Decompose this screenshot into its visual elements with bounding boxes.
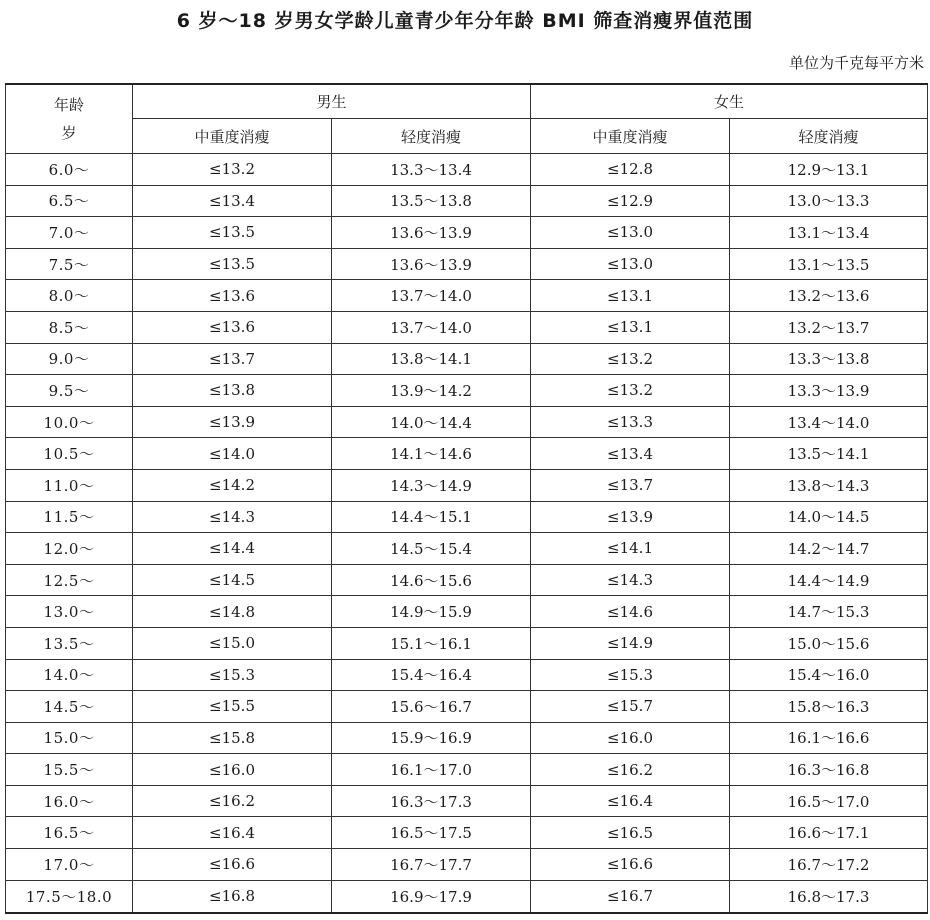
table-row [6,311,928,343]
age-cell: 12.5～ [6,564,133,596]
age-cell: 8.5～ [6,311,133,343]
female-severe-cell: ≤14.9 [531,627,730,659]
male-mild-cell: 15.4～16.4 [332,659,531,691]
female-mild-header: 轻度消瘦 [730,119,928,154]
female-mild-cell: 13.3～13.9 [730,375,928,407]
female-severe-cell: ≤13.2 [531,343,730,375]
age-cell: 6.5～ [6,185,133,217]
female-severe-cell: ≤13.1 [531,280,730,312]
table-row [6,217,928,249]
male-mild-header: 轻度消瘦 [332,119,531,154]
age-cell: 8.0～ [6,280,133,312]
female-severe-cell: ≤13.9 [531,501,730,533]
male-mild-cell: 14.9～15.9 [332,596,531,628]
female-mild-cell: 16.1～16.6 [730,722,928,754]
male-mild-cell: 16.9～17.9 [332,880,531,913]
table-row [6,406,928,438]
female-mild-cell: 12.9～13.1 [730,154,928,186]
male-mild-cell: 15.6～16.7 [332,691,531,723]
female-mild-cell: 16.6～17.1 [730,817,928,849]
age-cell: 7.0～ [6,217,133,249]
male-mild-cell: 16.1～17.0 [332,754,531,786]
age-cell: 9.0～ [6,343,133,375]
table-row [6,659,928,691]
table-row [6,185,928,217]
page-title: 6 岁～18 岁男女学龄儿童青少年分年龄 BMI 筛查消瘦界值范围 [176,10,754,32]
age-cell: 11.0～ [6,469,133,501]
male-severe-cell: ≤15.3 [133,659,332,691]
male-mild-cell: 13.6～13.9 [332,217,531,249]
female-mild-cell: 16.7～17.2 [730,849,928,881]
male-severe-cell: ≤13.5 [133,217,332,249]
male-severe-cell: ≤16.4 [133,817,332,849]
female-mild-cell: 13.2～13.6 [730,280,928,312]
age-cell: 10.5～ [6,438,133,470]
male-severe-cell: ≤13.6 [133,311,332,343]
male-mild-cell: 13.9～14.2 [332,375,531,407]
table-row [6,469,928,501]
female-severe-cell: ≤13.3 [531,406,730,438]
female-severe-header: 中重度消瘦 [531,119,730,154]
table-body [6,154,928,913]
male-mild-cell: 16.5～17.5 [332,817,531,849]
table-row [6,248,928,280]
female-mild-cell: 13.1～13.4 [730,217,928,249]
male-mild-cell: 16.3～17.3 [332,785,531,817]
female-mild-cell: 14.7～15.3 [730,596,928,628]
age-cell: 15.0～ [6,722,133,754]
male-severe-cell: ≤13.5 [133,248,332,280]
male-severe-cell: ≤16.6 [133,849,332,881]
male-severe-cell: ≤16.0 [133,754,332,786]
table-row [6,564,928,596]
male-mild-cell: 16.7～17.7 [332,849,531,881]
age-cell: 12.0～ [6,533,133,565]
table-row [6,849,928,881]
female-mild-cell: 16.3～16.8 [730,754,928,786]
female-severe-cell: ≤13.1 [531,311,730,343]
female-mild-cell: 13.4～14.0 [730,406,928,438]
male-severe-cell: ≤13.9 [133,406,332,438]
female-severe-cell: ≤14.1 [531,533,730,565]
female-severe-cell: ≤15.7 [531,691,730,723]
male-severe-cell: ≤13.2 [133,154,332,186]
male-severe-header: 中重度消瘦 [133,119,332,154]
female-severe-cell: ≤13.4 [531,438,730,470]
table-row [6,343,928,375]
table-row [6,880,928,913]
female-severe-cell: ≤12.8 [531,154,730,186]
female-severe-cell: ≤16.0 [531,722,730,754]
age-cell: 10.0～ [6,406,133,438]
male-severe-cell: ≤13.7 [133,343,332,375]
table-header [6,84,928,154]
age-header [6,84,133,154]
male-severe-cell: ≤13.6 [133,280,332,312]
female-mild-cell: 14.2～14.7 [730,533,928,565]
female-severe-cell: ≤16.4 [531,785,730,817]
table-row [6,154,928,186]
age-cell: 9.5～ [6,375,133,407]
male-severe-cell: ≤16.2 [133,785,332,817]
male-severe-cell: ≤14.8 [133,596,332,628]
male-severe-cell: ≤14.0 [133,438,332,470]
female-severe-cell: ≤13.0 [531,217,730,249]
male-mild-cell: 15.1～16.1 [332,627,531,659]
male-severe-cell: ≤14.4 [133,533,332,565]
male-mild-cell: 14.4～15.1 [332,501,531,533]
table-row [6,627,928,659]
female-header: 女生 [531,84,928,119]
age-cell: 17.0～ [6,849,133,881]
age-cell: 14.5～ [6,691,133,723]
male-severe-cell: ≤15.8 [133,722,332,754]
table-row [6,722,928,754]
male-severe-cell: ≤14.5 [133,564,332,596]
age-cell: 17.5～18.0 [6,880,133,913]
age-cell: 16.5～ [6,817,133,849]
unit-note: 单位为千克每平方米 [788,54,924,72]
female-mild-cell: 13.5～14.1 [730,438,928,470]
female-mild-cell: 15.4～16.0 [730,659,928,691]
age-cell: 13.0～ [6,596,133,628]
female-severe-cell: ≤12.9 [531,185,730,217]
bmi-table [5,83,928,914]
table-row [6,438,928,470]
female-severe-cell: ≤16.6 [531,849,730,881]
male-mild-cell: 13.5～13.8 [332,185,531,217]
male-mild-cell: 13.6～13.9 [332,248,531,280]
male-severe-cell: ≤13.4 [133,185,332,217]
female-mild-cell: 16.5～17.0 [730,785,928,817]
female-mild-cell: 13.3～13.8 [730,343,928,375]
male-header: 男生 [133,84,531,119]
female-mild-cell: 13.2～13.7 [730,311,928,343]
male-mild-cell: 14.5～15.4 [332,533,531,565]
female-mild-cell: 13.0～13.3 [730,185,928,217]
female-severe-cell: ≤13.0 [531,248,730,280]
table-row [6,785,928,817]
female-mild-cell: 15.8～16.3 [730,691,928,723]
female-severe-cell: ≤16.5 [531,817,730,849]
age-cell: 11.5～ [6,501,133,533]
female-severe-cell: ≤13.7 [531,469,730,501]
age-cell: 6.0～ [6,154,133,186]
male-mild-cell: 15.9～16.9 [332,722,531,754]
male-severe-cell: ≤14.3 [133,501,332,533]
table-row [6,533,928,565]
female-severe-cell: ≤15.3 [531,659,730,691]
table-row [6,280,928,312]
table-row [6,501,928,533]
female-mild-cell: 15.0～15.6 [730,627,928,659]
age-cell: 16.0～ [6,785,133,817]
female-mild-cell: 13.8～14.3 [730,469,928,501]
age-cell: 7.5～ [6,248,133,280]
age-cell: 15.5～ [6,754,133,786]
male-severe-cell: ≤15.0 [133,627,332,659]
male-mild-cell: 14.3～14.9 [332,469,531,501]
female-severe-cell: ≤13.2 [531,375,730,407]
male-severe-cell: ≤15.5 [133,691,332,723]
male-mild-cell: 14.1～14.6 [332,438,531,470]
female-severe-cell: ≤14.3 [531,564,730,596]
female-mild-cell: 14.4～14.9 [730,564,928,596]
female-mild-cell: 13.1～13.5 [730,248,928,280]
table-row [6,754,928,786]
table-row [6,691,928,723]
age-cell: 13.5～ [6,627,133,659]
male-mild-cell: 13.7～14.0 [332,280,531,312]
male-severe-cell: ≤14.2 [133,469,332,501]
table-row [6,596,928,628]
female-severe-cell: ≤16.7 [531,880,730,913]
age-header-unit: 岁 [61,124,77,142]
female-mild-cell: 14.0～14.5 [730,501,928,533]
male-severe-cell: ≤13.8 [133,375,332,407]
table-row [6,375,928,407]
male-mild-cell: 13.3～13.4 [332,154,531,186]
male-severe-cell: ≤16.8 [133,880,332,913]
table-row [6,817,928,849]
male-mild-cell: 13.7～14.0 [332,311,531,343]
female-severe-cell: ≤16.2 [531,754,730,786]
age-cell: 14.0～ [6,659,133,691]
male-mild-cell: 14.0～14.4 [332,406,531,438]
male-mild-cell: 14.6～15.6 [332,564,531,596]
male-mild-cell: 13.8～14.1 [332,343,531,375]
age-header-label: 年龄 [53,96,84,114]
female-severe-cell: ≤14.6 [531,596,730,628]
female-mild-cell: 16.8～17.3 [730,880,928,913]
